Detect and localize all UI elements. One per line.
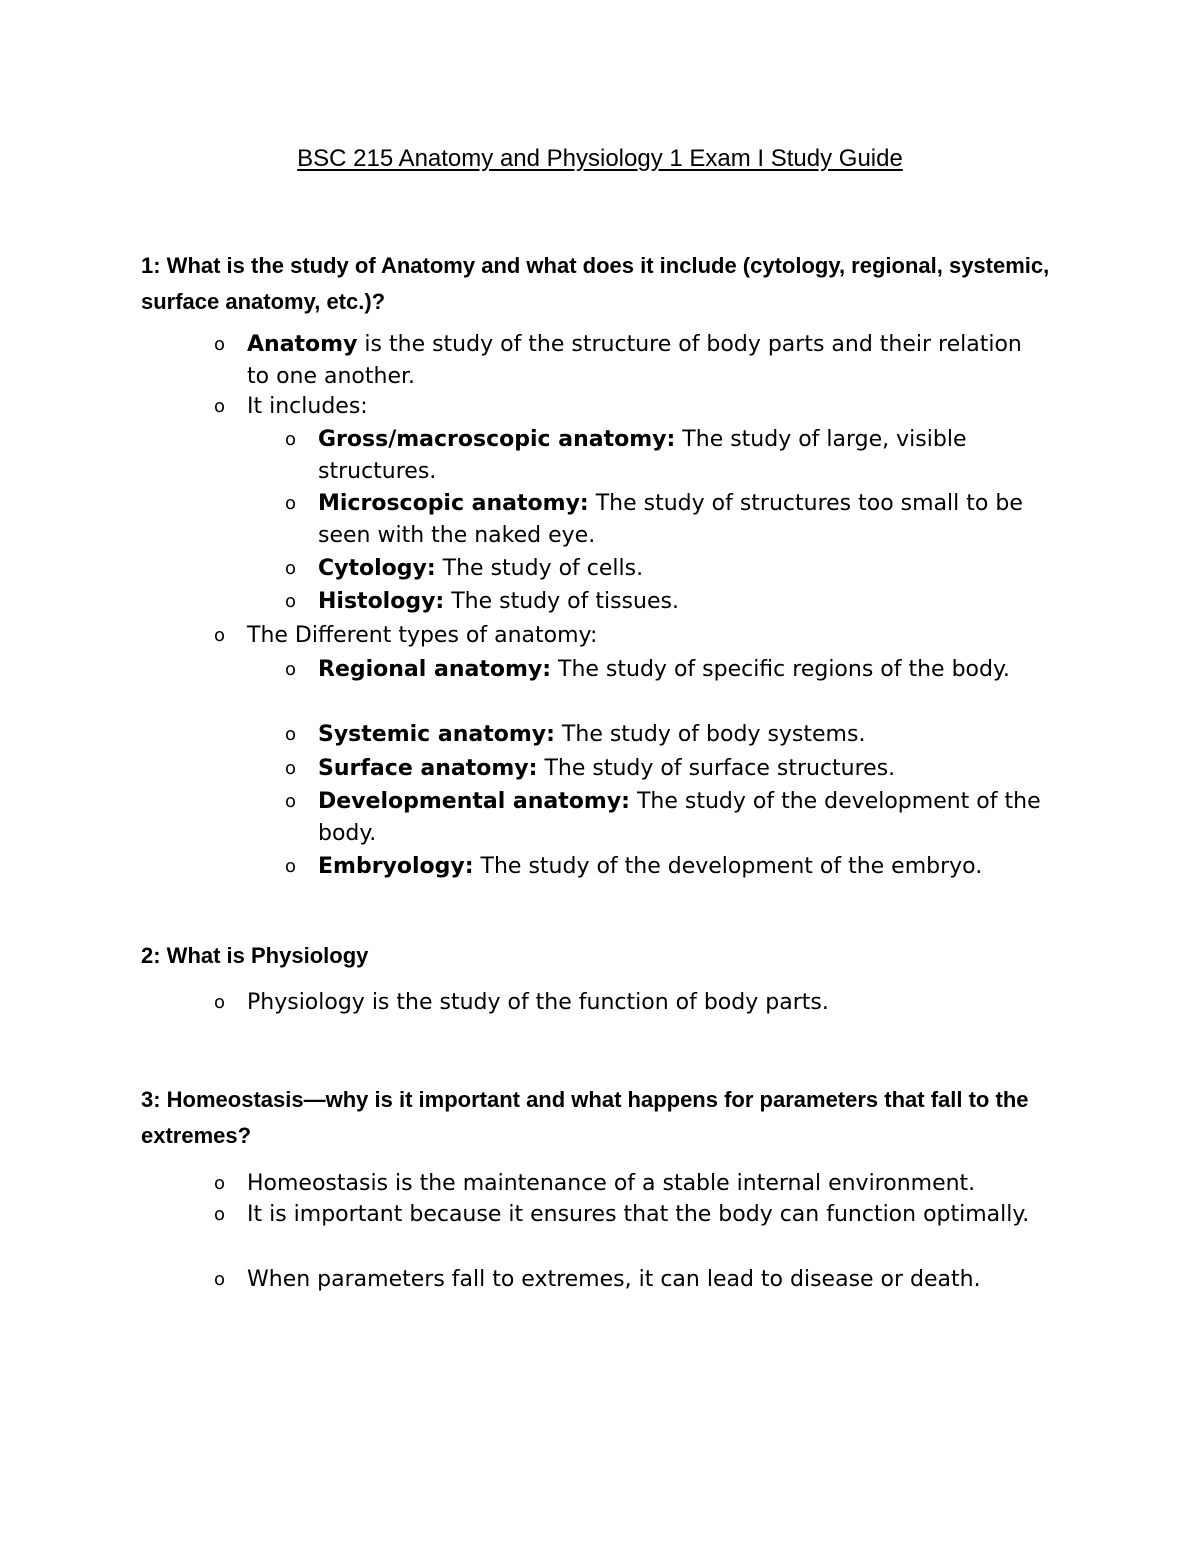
bullet-marker: o [285,856,297,877]
bullet-embryology [285,851,1058,883]
bullet-regional-anatomy [285,654,1058,686]
definition: The study of tissues. [444,589,679,614]
bullet-physiology-definition [214,987,1037,1019]
definition: The study of cells. [435,556,644,581]
bullet-marker: o [285,558,297,579]
bullet-cytology [285,553,1058,585]
definition: The study of structures too small to be seen with the naked eye. [318,491,1023,548]
term: Microscopic anatomy: [318,491,589,516]
term: Gross/macroscopic anatomy: [318,427,676,452]
bullet-histology [285,586,1058,618]
bullet-marker: o [285,791,297,812]
term: Histology: [318,589,445,614]
definition: The study of specific regions of the body. [551,657,1010,682]
bullet-anatomy-definition [214,329,1037,393]
bullet-homeostasis-importance [214,1199,1037,1231]
definition: The study of the development of the embryo. [473,854,983,879]
question-1-heading: 1: What is the study of Anatomy and what does it include (cytology, regional, systemic, surface anatomy, etc.)? [141,253,1050,314]
definition: The study of body systems. [554,722,866,747]
bullet-homeostasis-definition [214,1168,1037,1200]
physiology-answer: Physiology is the study of the function of body parts. [247,990,829,1015]
answer: Homeostasis is the maintenance of a stable internal environment. [247,1171,976,1196]
question-3-heading: 3: Homeostasis—why is it important and what happens for parameters that fall to the extremes? [141,1087,1029,1148]
term-anatomy: Anatomy [247,332,358,357]
bullet-marker: o [285,493,297,514]
bullet-marker: o [285,429,297,450]
bullet-systemic-anatomy [285,719,1058,751]
it-includes-label: It includes: [247,394,368,419]
bullet-marker: o [214,1269,226,1290]
bullet-marker: o [214,625,226,646]
bullet-marker: o [214,1173,226,1194]
bullet-homeostasis-extremes [214,1264,1037,1296]
answer: It is important because it ensures that the body can function optimally. [247,1202,1030,1227]
answer: When parameters fall to extremes, it can lead to disease or death. [247,1267,981,1292]
bullet-gross-anatomy [285,424,1058,488]
bullet-types-of-anatomy [214,620,1037,652]
term: Regional anatomy: [318,657,552,682]
term: Cytology: [318,556,436,581]
definition: The study of surface structures. [537,756,896,781]
bullet-surface-anatomy [285,753,1058,785]
term: Surface anatomy: [318,756,538,781]
term: Systemic anatomy: [318,722,555,747]
bullet-marker: o [214,992,226,1013]
types-label: The Different types of anatomy: [247,623,598,648]
bullet-marker: o [285,591,297,612]
bullet-microscopic-anatomy [285,488,1058,552]
question-2-heading: 2: What is Physiology [141,943,369,968]
bullet-it-includes [214,391,1037,423]
bullet-marker: o [285,724,297,745]
bullet-marker: o [285,758,297,779]
term: Embryology: [318,854,474,879]
definition: The study of the development of the body. [318,789,1041,846]
definition-anatomy: is the study of the structure of body parts and their relation to one another. [247,332,1022,389]
definition: The study of large, visible structures. [318,427,967,484]
bullet-marker: o [214,334,226,355]
bullet-marker: o [214,1204,226,1225]
document-title: BSC 215 Anatomy and Physiology 1 Exam I Study Guide [297,145,903,172]
bullet-marker: o [285,659,297,680]
bullet-developmental-anatomy [285,786,1058,850]
bullet-marker: o [214,396,226,417]
term: Developmental anatomy: [318,789,630,814]
